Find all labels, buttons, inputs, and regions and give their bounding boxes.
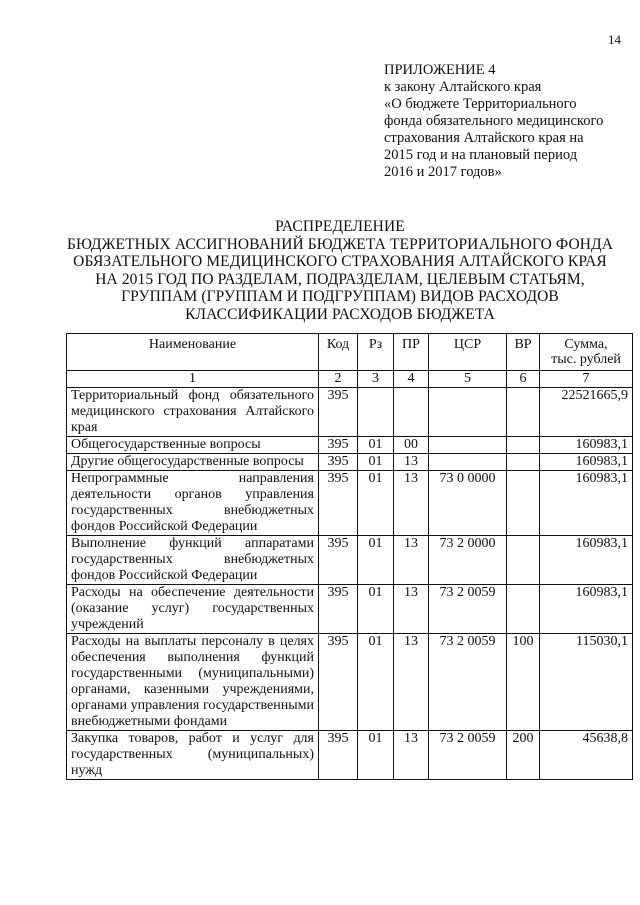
document-title <box>40 218 640 324</box>
appendix-line: ПРИЛОЖЕНИЕ 4 <box>384 62 496 78</box>
title-line: ОБЯЗАТЕЛЬНОГО МЕДИЦИНСКОГО СТРАХОВАНИЯ АЛТАЙСКОГО КРАЯ <box>73 253 607 271</box>
row-pr: 13 <box>394 471 429 536</box>
row-vr <box>507 437 540 454</box>
row-name: Общегосударственные вопросы <box>67 437 319 454</box>
row-rz: 01 <box>358 585 394 634</box>
header-rz: Рз <box>358 334 394 371</box>
header-sum-line2: тыс. рублей <box>551 352 621 367</box>
row-vr: 100 <box>507 634 540 731</box>
row-pr <box>394 388 429 437</box>
column-number-row <box>67 371 633 388</box>
row-name: Выполнение функций аппаратами государственных внебюджетных фондов Российской Федерации <box>67 536 319 585</box>
column-number: 2 <box>319 371 358 388</box>
column-number: 4 <box>394 371 429 388</box>
row-vr <box>507 454 540 471</box>
row-sum: 22521665,9 <box>540 388 633 437</box>
row-vr <box>507 388 540 437</box>
row-sum: 160983,1 <box>540 437 633 454</box>
row-pr: 13 <box>394 731 429 780</box>
row-kod: 395 <box>319 536 358 585</box>
row-kod: 395 <box>319 634 358 731</box>
row-kod: 395 <box>319 471 358 536</box>
page-number: 14 <box>608 32 621 47</box>
appendix-line: 2015 год и на плановый период <box>384 147 578 163</box>
row-vr <box>507 536 540 585</box>
row-csr <box>429 388 507 437</box>
row-kod: 395 <box>319 437 358 454</box>
row-sum: 160983,1 <box>540 471 633 536</box>
header-sum-line1: Сумма, <box>564 337 608 352</box>
appendix-line: к закону Алтайского края <box>384 79 542 95</box>
row-name: Другие общегосударственные вопросы <box>67 454 319 471</box>
title-line: БЮДЖЕТНЫХ АССИГНОВАНИЙ БЮДЖЕТА ТЕРРИТОРИАЛЬНОГО ФОНДА <box>66 235 614 253</box>
table-header-row <box>67 334 633 371</box>
row-pr: 13 <box>394 585 429 634</box>
row-rz: 01 <box>358 731 394 780</box>
row-csr: 73 2 0059 <box>429 585 507 634</box>
title-line: ГРУППАМ (ГРУППАМ И ПОДГРУППАМ) ВИДОВ РАСХОДОВ <box>121 288 559 306</box>
row-name: Расходы на обеспечение деятельности (оказание услуг) государственных учреждений <box>67 585 319 634</box>
header-pr: ПР <box>394 334 429 371</box>
row-csr <box>429 454 507 471</box>
header-kod: Код <box>319 334 358 371</box>
header-sum <box>540 334 633 371</box>
row-pr: 00 <box>394 437 429 454</box>
row-name: Непрограммные направления деятельности органов управления государственных внебюджетных фондов Российской Федерации <box>67 471 319 536</box>
table-row <box>67 634 633 731</box>
row-sum: 160983,1 <box>540 585 633 634</box>
appendix-line: «О бюджете Территориального <box>384 96 577 112</box>
table-row <box>67 585 633 634</box>
row-sum: 160983,1 <box>540 454 633 471</box>
row-vr <box>507 471 540 536</box>
row-csr <box>429 437 507 454</box>
row-csr: 73 2 0059 <box>429 634 507 731</box>
row-kod: 395 <box>319 388 358 437</box>
column-number: 6 <box>507 371 540 388</box>
header-csr: ЦСР <box>429 334 507 371</box>
column-number: 7 <box>540 371 633 388</box>
row-kod: 395 <box>319 731 358 780</box>
table-row <box>67 471 633 536</box>
row-sum: 160983,1 <box>540 536 633 585</box>
column-number: 1 <box>67 371 319 388</box>
title-line: РАСПРЕДЕЛЕНИЕ <box>275 218 405 235</box>
appendix-header <box>384 62 624 181</box>
header-vr: ВР <box>507 334 540 371</box>
table-row <box>67 454 633 471</box>
row-sum: 45638,8 <box>540 731 633 780</box>
row-rz: 01 <box>358 437 394 454</box>
header-name: Наименование <box>67 334 319 371</box>
table-row <box>67 437 633 454</box>
row-name: Территориальный фонд обязательного медицинского страхования Алтайского края <box>67 388 319 437</box>
row-rz: 01 <box>358 634 394 731</box>
row-name: Расходы на выплаты персоналу в целях обеспечения выполнения функций государственными (муниципальными) органами, казенными учреждениями, органами управления государственными внебюджетными фондами <box>67 634 319 731</box>
column-number: 3 <box>358 371 394 388</box>
row-rz: 01 <box>358 471 394 536</box>
table-row <box>67 536 633 585</box>
column-number: 5 <box>429 371 507 388</box>
appendix-line: страхования Алтайского края на <box>384 130 584 146</box>
row-sum: 115030,1 <box>540 634 633 731</box>
budget-table <box>66 333 633 780</box>
row-vr: 200 <box>507 731 540 780</box>
row-csr: 73 2 0059 <box>429 731 507 780</box>
row-csr: 73 0 0000 <box>429 471 507 536</box>
row-kod: 395 <box>319 585 358 634</box>
appendix-line: 2016 и 2017 годов» <box>384 164 502 180</box>
row-rz: 01 <box>358 454 394 471</box>
row-pr: 13 <box>394 634 429 731</box>
row-rz <box>358 388 394 437</box>
row-name: Закупка товаров, работ и услуг для государственных (муниципальных) нужд <box>67 731 319 780</box>
table-row <box>67 731 633 780</box>
table-row <box>67 388 633 437</box>
title-line: КЛАССИФИКАЦИИ РАСХОДОВ БЮДЖЕТА <box>185 305 495 323</box>
row-rz: 01 <box>358 536 394 585</box>
row-csr: 73 2 0000 <box>429 536 507 585</box>
appendix-line: фонда обязательного медицинского <box>384 113 604 129</box>
row-vr <box>507 585 540 634</box>
row-pr: 13 <box>394 536 429 585</box>
row-pr: 13 <box>394 454 429 471</box>
row-kod: 395 <box>319 454 358 471</box>
title-line: НА 2015 ГОД ПО РАЗДЕЛАМ, ПОДРАЗДЕЛАМ, ЦЕЛЕВЫМ СТАТЬЯМ, <box>95 270 585 288</box>
